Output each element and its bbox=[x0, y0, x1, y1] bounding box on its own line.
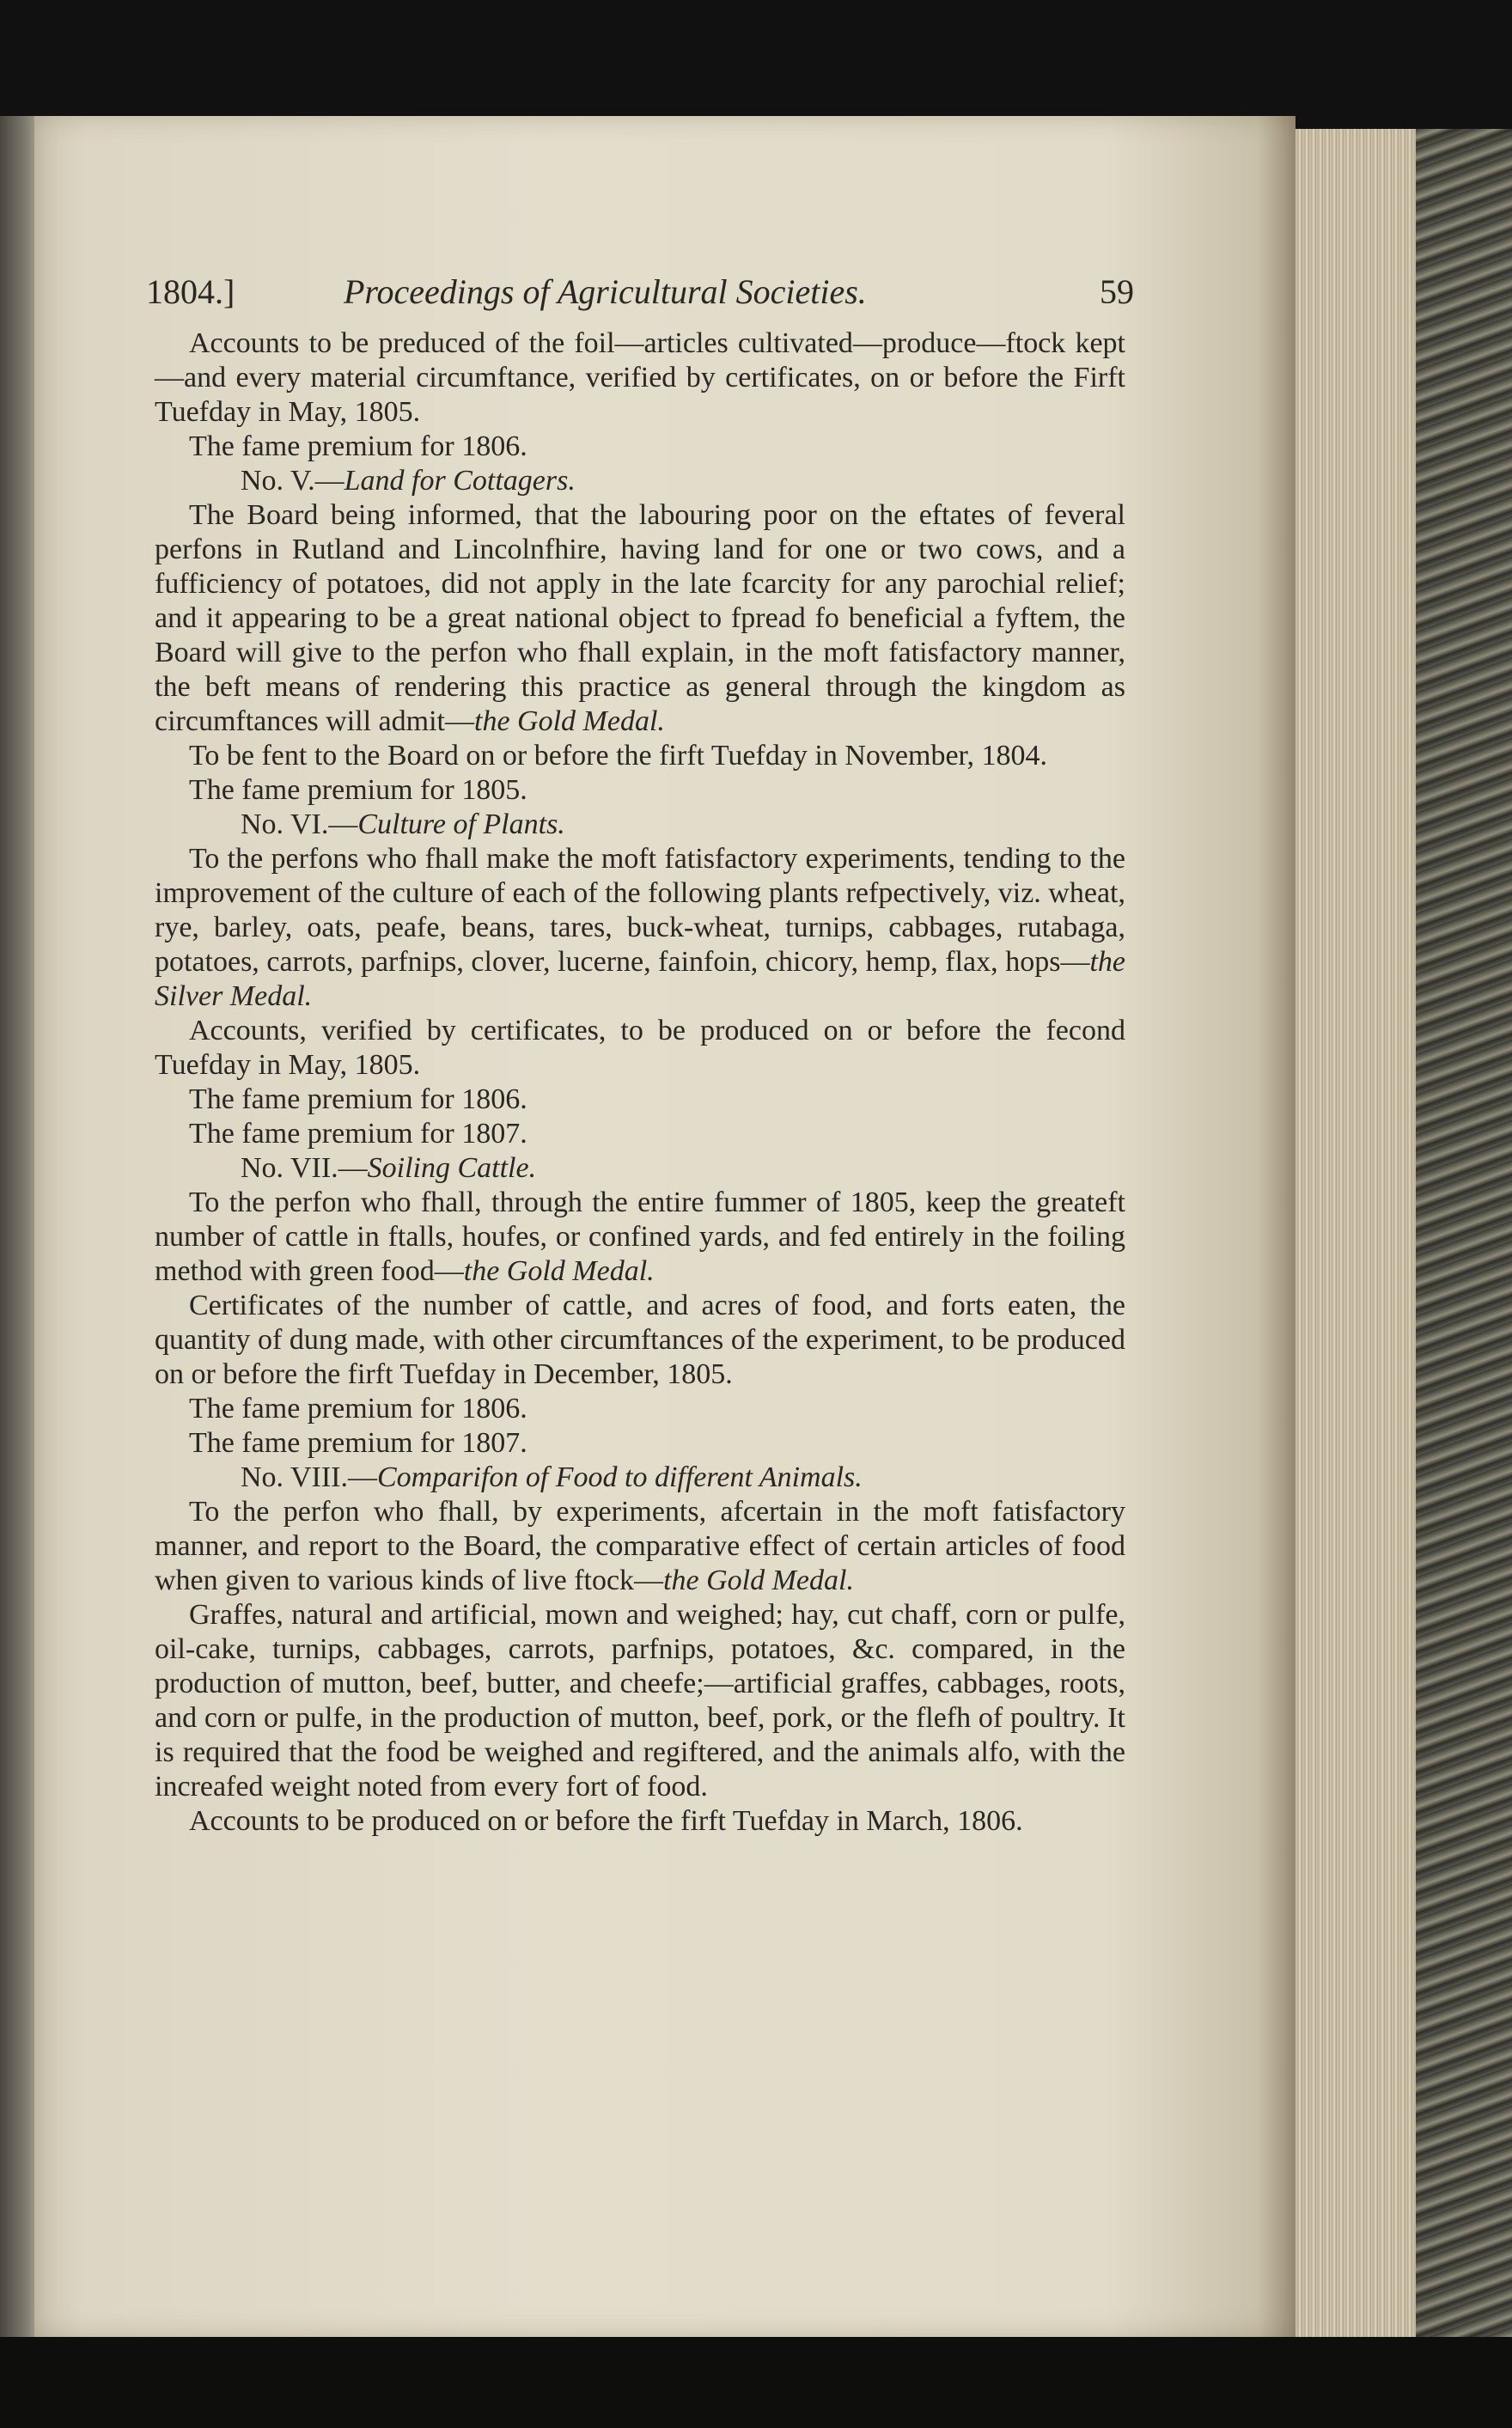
paragraph: The fame premium for 1806. bbox=[189, 1393, 527, 1424]
page-content bbox=[146, 272, 1134, 1839]
paragraph: To the perfons who fhall make the moft fatisfactory experiments, tending to the improvement of the culture of each of the following plants refpectively, viz. wheat, rye, barley, oats, peafe, beans, tares, buck-wheat, turnips, cabbages, rutabaga, potatoes, carrots, parfnips, clover, lucerne, fainfoin, chicory, hemp, flax, hops—the Silver Medal. bbox=[155, 843, 1125, 1012]
section-title: Comparifon of Food to different Animals. bbox=[376, 1461, 863, 1493]
prize: the Gold Medal. bbox=[663, 1565, 854, 1596]
paragraph: The fame premium for 1807. bbox=[189, 1118, 527, 1150]
paragraph: Certificates of the number of cattle, and acres of food, and forts eaten, the quantity of dung made, with other circumftances of the experiment, to be produced on or before the firft Tuefday in December, 1805. bbox=[155, 1290, 1125, 1390]
paragraph: The fame premium for 1807. bbox=[189, 1427, 527, 1459]
section-heading-5 bbox=[155, 464, 1125, 498]
paragraph: The fame premium for 1805. bbox=[189, 774, 527, 806]
prize: the Gold Medal. bbox=[474, 705, 665, 737]
section-number: No. VI.— bbox=[241, 808, 358, 840]
paragraph: To be fent to the Board on or before the firft Tuefday in November, 1804. bbox=[189, 740, 1048, 772]
paragraph: The fame premium for 1806. bbox=[189, 1083, 527, 1115]
book-cover bbox=[1416, 129, 1512, 2337]
text-body bbox=[155, 326, 1125, 1839]
section-number: No. VII.— bbox=[241, 1152, 368, 1184]
paragraph: To the perfon who fhall, by experiments, afcertain in the moft fatisfactory manner, and report to the Board, the comparative effect of certain articles of food when given to various kinds of live ftock—the Gold Medal. bbox=[155, 1496, 1125, 1596]
section-heading-6 bbox=[155, 808, 1125, 842]
section-title: Culture of Plants. bbox=[357, 808, 565, 840]
section-number: No. V.— bbox=[241, 465, 344, 497]
running-head-title: Proceedings of Agricultural Societies. bbox=[344, 272, 867, 311]
facing-page-edge bbox=[0, 116, 34, 2341]
paragraph: Graffes, natural and artificial, mown and weighed; hay, cut chaff, corn or pulfe, oil-cake, turnips, cabbages, carrots, parfnips, potatoes, &c. compared, in the production of mutton, beef, butter, and cheefe;—artificial graffes, cabbages, roots, and corn or pulfe, in the production of mutton, beef, pork, or the flefh of poultry. It is required that the food be weighed and regiftered, and the animals alfo, with the increafed weight noted from every fort of food. bbox=[155, 1599, 1125, 1803]
section-title: Land for Cottagers. bbox=[344, 465, 576, 497]
prize: the Silver Medal. bbox=[155, 946, 1125, 1012]
paragraph: Accounts to be produced on or before the firft Tuefday in March, 1806. bbox=[189, 1805, 1023, 1837]
paragraph: To the perfon who fhall, through the entire fummer of 1805, keep the greateft number of cattle in ftalls, houfes, or confined yards, and fed entirely in the foiling method with green food—the Gold Medal. bbox=[155, 1187, 1125, 1287]
prize: the Gold Medal. bbox=[463, 1255, 655, 1287]
section-title: Soiling Cattle. bbox=[367, 1152, 537, 1184]
background-bottom bbox=[0, 2337, 1512, 2428]
running-head-year: 1804.] bbox=[146, 272, 235, 311]
page-edges bbox=[1296, 129, 1416, 2337]
page-number: 59 bbox=[1100, 272, 1134, 311]
running-head bbox=[146, 272, 1134, 326]
background-top bbox=[0, 0, 1512, 129]
paragraph: Accounts, verified by certificates, to be produced on or before the fecond Tuefday in May, 1805. bbox=[155, 1015, 1125, 1081]
paragraph: The Board being informed, that the labouring poor on the eftates of feveral perfons in Rutland and Lincolnfhire, having land for one or two cows, and a fufficiency of potatoes, did not apply in the late fcarcity for any parochial relief; and it appearing to be a great national object to fpread fo beneficial a fyftem, the Board will give to the perfon who fhall explain, in the moft fatisfactory manner, the beft means of rendering this practice as general through the kingdom as circumftances will admit—the Gold Medal. bbox=[155, 499, 1125, 737]
paragraph: The fame premium for 1806. bbox=[189, 430, 527, 462]
paragraph: Accounts to be preduced of the foil—articles cultivated—produce—ftock kept—and every material circumftance, verified by certificates, on or before the Firft Tuefday in May, 1805. bbox=[155, 327, 1125, 428]
section-heading-8 bbox=[155, 1461, 1125, 1495]
section-heading-7 bbox=[155, 1151, 1125, 1186]
section-number: No. VIII.— bbox=[241, 1461, 377, 1493]
